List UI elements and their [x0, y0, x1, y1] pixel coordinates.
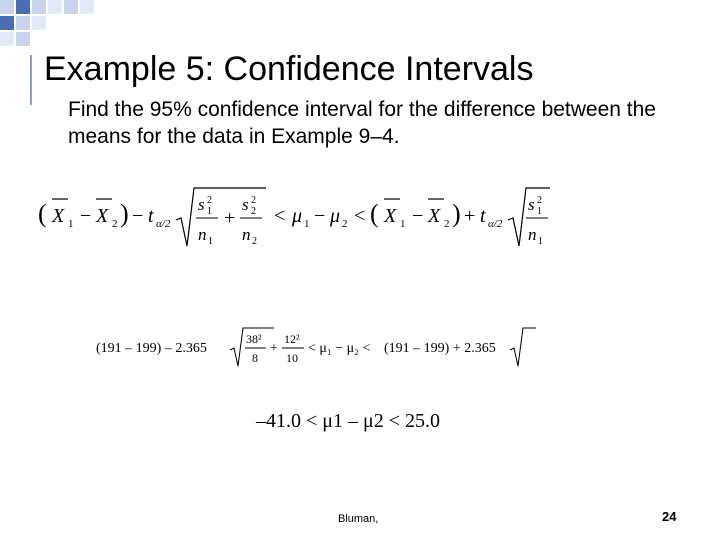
svg-text:1: 1 — [208, 236, 213, 247]
svg-text:1: 1 — [304, 218, 310, 230]
svg-text:α/2: α/2 — [156, 218, 171, 230]
svg-text:μ: μ — [292, 205, 303, 227]
page-number: 24 — [662, 509, 677, 524]
svg-text:−: − — [80, 205, 92, 227]
svg-text:1: 1 — [68, 218, 74, 230]
svg-text:α/2: α/2 — [488, 218, 503, 230]
svg-text:2: 2 — [342, 218, 348, 230]
svg-text:12²: 12² — [284, 332, 300, 346]
svg-text:(: ( — [38, 199, 47, 228]
svg-text:X: X — [428, 205, 441, 227]
svg-text:2: 2 — [112, 218, 118, 230]
svg-text:n: n — [242, 225, 251, 244]
svg-text:10: 10 — [286, 351, 298, 365]
svg-text:t: t — [148, 205, 154, 227]
svg-text:μ: μ — [330, 205, 341, 227]
left-diff: (191 – 199) – 2.365 — [96, 341, 207, 356]
svg-text:8: 8 — [252, 351, 258, 365]
svg-text:): ) — [452, 199, 461, 228]
formula-general — [38, 182, 558, 252]
svg-text:2: 2 — [252, 236, 257, 247]
svg-text:n: n — [528, 225, 537, 244]
svg-text:−: − — [412, 205, 424, 227]
slide-subtitle: Find the 95% confidence interval for the difference between the means for the data in Example 9–4. — [68, 98, 656, 148]
right-diff: (191 – 199) + 2.365 — [384, 341, 496, 356]
result-interval: –41.0 < μ1 – μ2 < 25.0 — [256, 410, 441, 432]
svg-text:1: 1 — [537, 206, 542, 217]
svg-text:n: n — [198, 225, 207, 244]
accent-line — [30, 55, 32, 105]
svg-text:1: 1 — [538, 236, 543, 247]
svg-text:1: 1 — [400, 218, 406, 230]
svg-text:< μ₁ − μ₂ <: < μ₁ − μ₂ < — [308, 341, 371, 356]
svg-text:2: 2 — [537, 195, 542, 206]
svg-text:2: 2 — [251, 206, 256, 217]
svg-text:2: 2 — [444, 218, 450, 230]
svg-text:2: 2 — [251, 195, 256, 206]
svg-text:s: s — [198, 195, 205, 214]
svg-text:t: t — [480, 205, 486, 227]
svg-text:1: 1 — [207, 206, 212, 217]
svg-text:<: < — [354, 205, 366, 227]
svg-text:X: X — [52, 205, 65, 227]
svg-text:+: + — [224, 207, 236, 229]
svg-text:): ) — [120, 199, 129, 228]
svg-text:−: − — [132, 205, 144, 227]
svg-text:(: ( — [370, 199, 379, 228]
formula-numeric — [96, 322, 536, 372]
svg-text:s: s — [242, 195, 249, 214]
svg-text:X: X — [384, 205, 397, 227]
slide-title: Example 5: Confidence Intervals — [44, 50, 534, 88]
svg-text:+: + — [464, 205, 476, 227]
svg-text:<: < — [274, 205, 286, 227]
footer-author: Bluman, — [338, 513, 379, 525]
svg-text:2: 2 — [207, 195, 212, 206]
svg-text:−: − — [314, 205, 326, 227]
svg-text:38²: 38² — [246, 332, 262, 346]
svg-text:+: + — [270, 341, 278, 356]
svg-text:X: X — [96, 205, 109, 227]
svg-text:s: s — [528, 195, 535, 214]
